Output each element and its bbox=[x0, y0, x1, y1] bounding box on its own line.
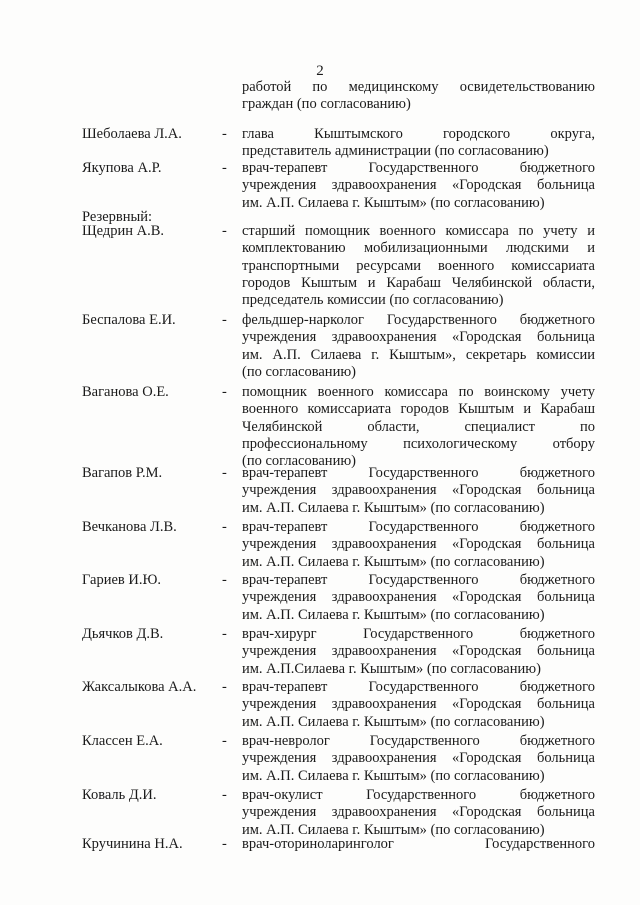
text-line: городов Кыштым и Карабаш Челябинской области, bbox=[242, 274, 595, 291]
text-line: им. А.П. Силаева г. Кыштым» (по согласованию) bbox=[242, 606, 545, 623]
member-name: Якупова А.Р. bbox=[82, 160, 162, 176]
text-line: им. А.П. Силаева г. Кыштым» (по согласованию) bbox=[242, 194, 545, 211]
member-dash: - bbox=[222, 312, 227, 328]
member-name: Шеболаева Л.А. bbox=[82, 126, 182, 142]
text-line: врач-терапевт Государственного бюджетного bbox=[242, 465, 595, 481]
member-role bbox=[242, 836, 595, 853]
member-dash: - bbox=[222, 836, 227, 852]
member-dash: - bbox=[222, 787, 227, 803]
member-dash: - bbox=[222, 126, 227, 142]
text-line: работой по медицинскому освидетельствованию bbox=[242, 79, 595, 95]
text-line: учреждения здравоохранения «Городская больница bbox=[242, 329, 595, 346]
member-dash: - bbox=[222, 160, 227, 176]
text-line: (по согласованию) bbox=[242, 363, 356, 380]
member-role bbox=[242, 160, 595, 212]
member-dash: - bbox=[222, 465, 227, 481]
member-name: Жаксалыкова А.А. bbox=[82, 679, 197, 695]
text-line: Челябинской области, специалист по bbox=[242, 418, 595, 435]
member-name: Ваганова О.Е. bbox=[82, 384, 169, 400]
text-line: учреждения здравоохранения «Городская больница bbox=[242, 536, 595, 553]
text-line: врач-терапевт Государственного бюджетного bbox=[242, 572, 595, 588]
member-dash: - bbox=[222, 519, 227, 535]
member-name: Коваль Д.И. bbox=[82, 787, 157, 803]
text-line: врач-терапевт Государственного бюджетного bbox=[242, 679, 595, 695]
member-dash: - bbox=[222, 733, 227, 749]
text-line: помощник военного комиссара по воинскому учету bbox=[242, 384, 595, 400]
text-line: учреждения здравоохранения «Городская больница bbox=[242, 589, 595, 606]
text-line: председатель комиссии (по согласованию) bbox=[242, 292, 504, 309]
page-number: 2 bbox=[316, 63, 324, 79]
text-line: граждан (по согласованию) bbox=[242, 96, 411, 113]
text-line: фельдшер-нарколог Государственного бюджетного bbox=[242, 312, 595, 328]
member-dash: - bbox=[222, 223, 227, 239]
text-line: глава Кыштымского городского округа, bbox=[242, 126, 595, 142]
member-role bbox=[242, 572, 595, 624]
text-line: им. А.П. Силаева г. Кыштым» (по согласованию) bbox=[242, 713, 545, 730]
member-name: Беспалова Е.И. bbox=[82, 312, 176, 328]
text-line: представитель администрации (по согласованию) bbox=[242, 143, 549, 160]
section-heading: Резервный: bbox=[82, 209, 153, 225]
member-role bbox=[242, 787, 595, 839]
text-line: врач-хирург Государственного бюджетного bbox=[242, 626, 595, 642]
member-name: Кручинина Н.А. bbox=[82, 836, 183, 852]
member-role bbox=[242, 312, 595, 381]
member-dash: - bbox=[222, 384, 227, 400]
text-line: им. А.П. Силаева г. Кыштым», секретарь комиссии bbox=[242, 346, 595, 363]
text-line: комплектованию мобилизационными людскими и bbox=[242, 240, 595, 257]
member-dash: - bbox=[222, 572, 227, 588]
member-name: Щедрин А.В. bbox=[82, 223, 165, 239]
member-role bbox=[242, 126, 595, 161]
member-role bbox=[242, 384, 595, 470]
member-role bbox=[242, 626, 595, 678]
member-name: Вечканова Л.В. bbox=[82, 519, 177, 535]
text-line: им. А.П. Силаева г. Кыштым» (по согласованию) bbox=[242, 499, 545, 516]
text-line: военного комиссариата городов Кыштым и Карабаш bbox=[242, 401, 595, 418]
text-line: (по согласованию) bbox=[242, 453, 356, 470]
text-line: им. А.П. Силаева г. Кыштым» (по согласованию) bbox=[242, 821, 545, 838]
member-role bbox=[242, 465, 595, 517]
text-line: учреждения здравоохранения «Городская больница bbox=[242, 750, 595, 767]
text-line: учреждения здравоохранения «Городская больница bbox=[242, 177, 595, 194]
text-line: врач-терапевт Государственного бюджетного bbox=[242, 519, 595, 535]
text-line: транспортными ресурсами военного комиссариата bbox=[242, 257, 595, 274]
member-role bbox=[242, 519, 595, 571]
text-line: учреждения здравоохранения «Городская больница bbox=[242, 696, 595, 713]
member-dash: - bbox=[222, 626, 227, 642]
member-role bbox=[242, 223, 595, 309]
member-name: Вагапов Р.М. bbox=[82, 465, 163, 481]
text-line: профессиональному психологическому отбору bbox=[242, 435, 595, 452]
text-line: учреждения здравоохранения «Городская больница bbox=[242, 643, 595, 660]
member-role bbox=[242, 679, 595, 731]
member-name: Гариев И.Ю. bbox=[82, 572, 161, 588]
continuation-text bbox=[242, 79, 595, 114]
member-dash: - bbox=[222, 679, 227, 695]
text-line: учреждения здравоохранения «Городская больница bbox=[242, 482, 595, 499]
text-line: врач-оториноларинголог Государственного bbox=[242, 836, 595, 852]
text-line: им. А.П. Силаева г. Кыштым» (по согласованию) bbox=[242, 553, 545, 570]
member-role bbox=[242, 733, 595, 785]
text-line: врач-окулист Государственного бюджетного bbox=[242, 787, 595, 803]
text-line: им. А.П.Силаева г. Кыштым» (по согласованию) bbox=[242, 660, 541, 677]
text-line: им. А.П. Силаева г. Кыштым» (по согласованию) bbox=[242, 767, 545, 784]
member-name: Дьячков Д.В. bbox=[82, 626, 164, 642]
text-line: учреждения здравоохранения «Городская больница bbox=[242, 804, 595, 821]
text-line: старший помощник военного комиссара по учету и bbox=[242, 223, 595, 239]
text-line: врач-невролог Государственного бюджетного bbox=[242, 733, 595, 749]
member-name: Классен Е.А. bbox=[82, 733, 163, 749]
text-line: врач-терапевт Государственного бюджетного bbox=[242, 160, 595, 176]
